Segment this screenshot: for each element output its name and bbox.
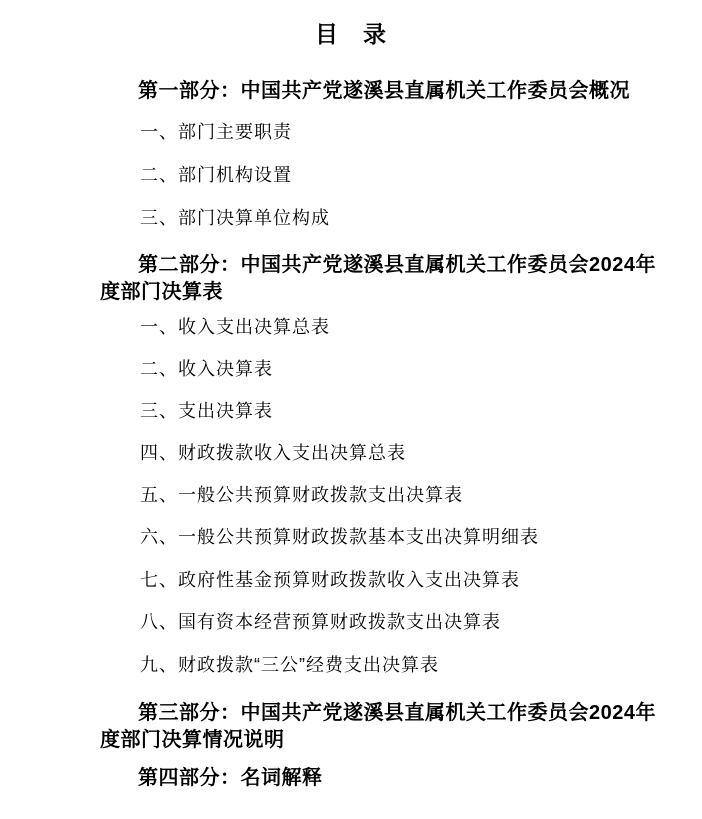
toc-item-s2-5: 五、一般公共预算财政拨款支出决算表	[140, 485, 463, 505]
toc-item-s2-7: 七、政府性基金预算财政拨款收入支出决算表	[140, 570, 520, 590]
toc-item-s2-3: 三、支出决算表	[140, 401, 273, 421]
toc-item-s2-9: 九、财政拨款“三公”经费支出决算表	[140, 655, 439, 675]
toc-item-s2-2: 二、收入决算表	[140, 359, 273, 379]
section-2-heading: 第二部分：中国共产党遂溪县直属机关工作委员会2024年度部门决算表	[100, 254, 656, 303]
page-title: 目 录	[315, 21, 387, 47]
section-3-heading: 第三部分：中国共产党遂溪县直属机关工作委员会2024年度部门决算情况说明	[100, 702, 656, 751]
toc-item-s1-2: 二、部门机构设置	[140, 165, 292, 185]
toc-item-s1-1: 一、部门主要职责	[140, 122, 292, 142]
section-1-heading: 第一部分：中国共产党遂溪县直属机关工作委员会概况	[138, 80, 630, 102]
toc-item-s2-1: 一、收入支出决算总表	[140, 317, 330, 337]
toc-item-s2-8: 八、国有资本经营预算财政拨款支出决算表	[140, 612, 501, 632]
section-4-heading: 第四部分：名词解释	[138, 767, 323, 789]
toc-item-s2-4: 四、财政拨款收入支出决算总表	[140, 443, 406, 463]
toc-item-s2-6: 六、一般公共预算财政拨款基本支出决算明细表	[140, 527, 539, 547]
toc-item-s1-3: 三、部门决算单位构成	[140, 208, 330, 228]
